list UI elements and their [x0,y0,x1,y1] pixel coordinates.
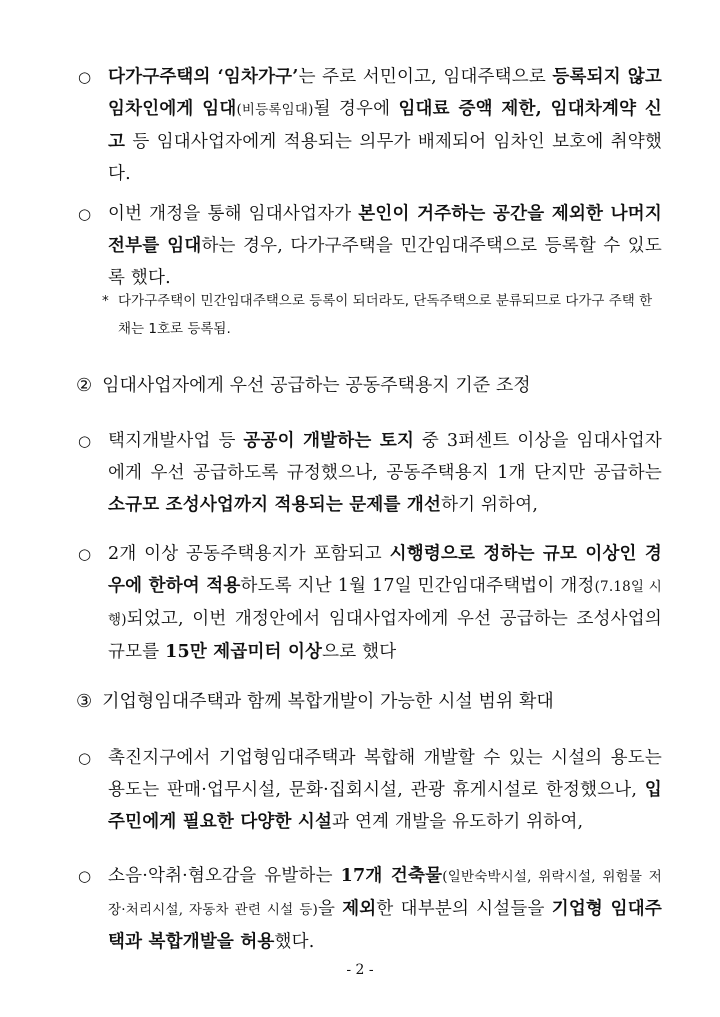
footnote-marker: * [102,293,109,309]
paragraph-scale-criteria [78,538,662,668]
body-text: 과 연계 개발을 유도하기 위하여, [332,812,584,832]
parenthetical-text: (일반숙박시설, 위락시설, 위험물 저장·처리시설, 자동차 관련 시설 등) [108,869,663,918]
body-text: 촉진지구에서 기업형임대주택과 복합해 개발할 수 있는 시설의 용도는 용도는 판매·업무시설, 문화·집회시설, 관광 휴게시설로 한정했으나, [108,748,662,800]
paragraph-text [108,860,662,958]
body-text: 이번 개정을 통해 임대사업자가 [108,204,359,224]
bullet-marker: ○ [78,749,92,767]
emphasized-text: 15만 제곱미터 이상 [165,642,323,662]
body-text: 택지개발사업 등 [108,431,244,451]
emphasized-text: 임대료 증액 제한, 임대차계약 신고 [108,99,663,152]
body-text: 하도록 지난 1월 17일 민간임대주택법이 개정 [240,576,595,596]
emphasized-text: 소규모 조성사업까지 적용되는 문제를 개선 [108,495,442,515]
paragraph-text [108,425,662,521]
section-number: ② [76,375,93,396]
paragraph-rented-households [78,61,663,190]
bullet-marker: ○ [78,68,92,86]
footnote-text: 다가구주택이 민간임대주택으로 등록이 되더라도, 단독주택으로 분류되므로 다가구 주택 한 채는 1호로 등록됨. [118,293,653,337]
body-text: 중 3퍼센트 이상을 임대사업자에게 우선 공급하도록 규정했으나, 공동주택용지 1개 단지만 공급하는 [108,431,662,483]
body-text: 으로 했다 [322,642,397,662]
emphasized-text: 공공이 개발하는 토지 [243,431,415,451]
body-text: 한 대부분의 시설들을 [376,899,552,919]
paragraph-revision-registration [78,198,662,294]
body-text: 을 [317,899,343,919]
paragraph-excluded-buildings [78,860,663,958]
footnote [104,287,664,343]
parenthetical-text: (7.18일 시행) [108,579,662,628]
emphasized-text: 입주민에게 필요한 다양한 시설 [108,780,662,832]
body-text: 했다. [274,932,315,952]
paragraph-text [108,538,662,668]
section-heading-3 [76,686,676,718]
body-text: 될 경우에 [313,99,399,119]
section-number: ③ [76,691,93,712]
paragraph-facility-scope [78,742,662,838]
paragraph-text [108,61,662,190]
emphasized-text: 시행령으로 정하는 규모 이상인 경우에 한하여 적용 [108,544,662,596]
body-text: 하는 경우, 다가구주택을 민간임대주택으로 등록할 수 있도록 했다. [108,236,662,288]
parenthetical-text: (비등록임대) [236,102,314,118]
section-heading-2 [76,370,676,402]
body-text: 등 임대사업자에게 적용되는 의무가 배제되어 임차인 보호에 취약했다. [108,132,662,184]
body-text: 소음·악취·혐오감을 유발하는 [108,866,341,886]
body-text: 2개 이상 공동주택용지가 포함되고 [108,544,390,564]
emphasized-text: 등록되지 않고 임차인에게 임대 [108,67,662,119]
bullet-marker: ○ [78,432,92,450]
section-title: 기업형임대주택과 함께 복합개발이 가능한 시설 범위 확대 [102,691,554,712]
body-text: 는 주로 서민이고, 임대주택으로 [298,67,553,87]
paragraph-public-land [78,425,662,521]
emphasized-text: 17개 건축물 [340,866,443,886]
body-text: 하기 위하여, [441,495,539,515]
page-number: - 2 - [346,962,374,978]
body-text: 되었고, 이번 개정안에서 임대사업자에게 우선 공급하는 조성사업의 규모를 [108,609,662,662]
bullet-marker: ○ [78,867,92,885]
emphasized-text: 제외 [342,899,377,919]
section-title: 임대사업자에게 우선 공급하는 공동주택용지 기준 조정 [102,375,531,396]
emphasized-text: 본인이 거주하는 공간을 제외한 나머지 전부를 임대 [108,204,662,256]
emphasized-text: 기업형 임대주택과 복합개발을 허용 [108,899,662,952]
bullet-marker: ○ [78,205,92,223]
paragraph-text [108,742,662,838]
emphasized-text: 다가구주택의 ‘임차가구’ [108,67,299,87]
bullet-marker: ○ [78,545,92,563]
paragraph-text [108,198,662,294]
